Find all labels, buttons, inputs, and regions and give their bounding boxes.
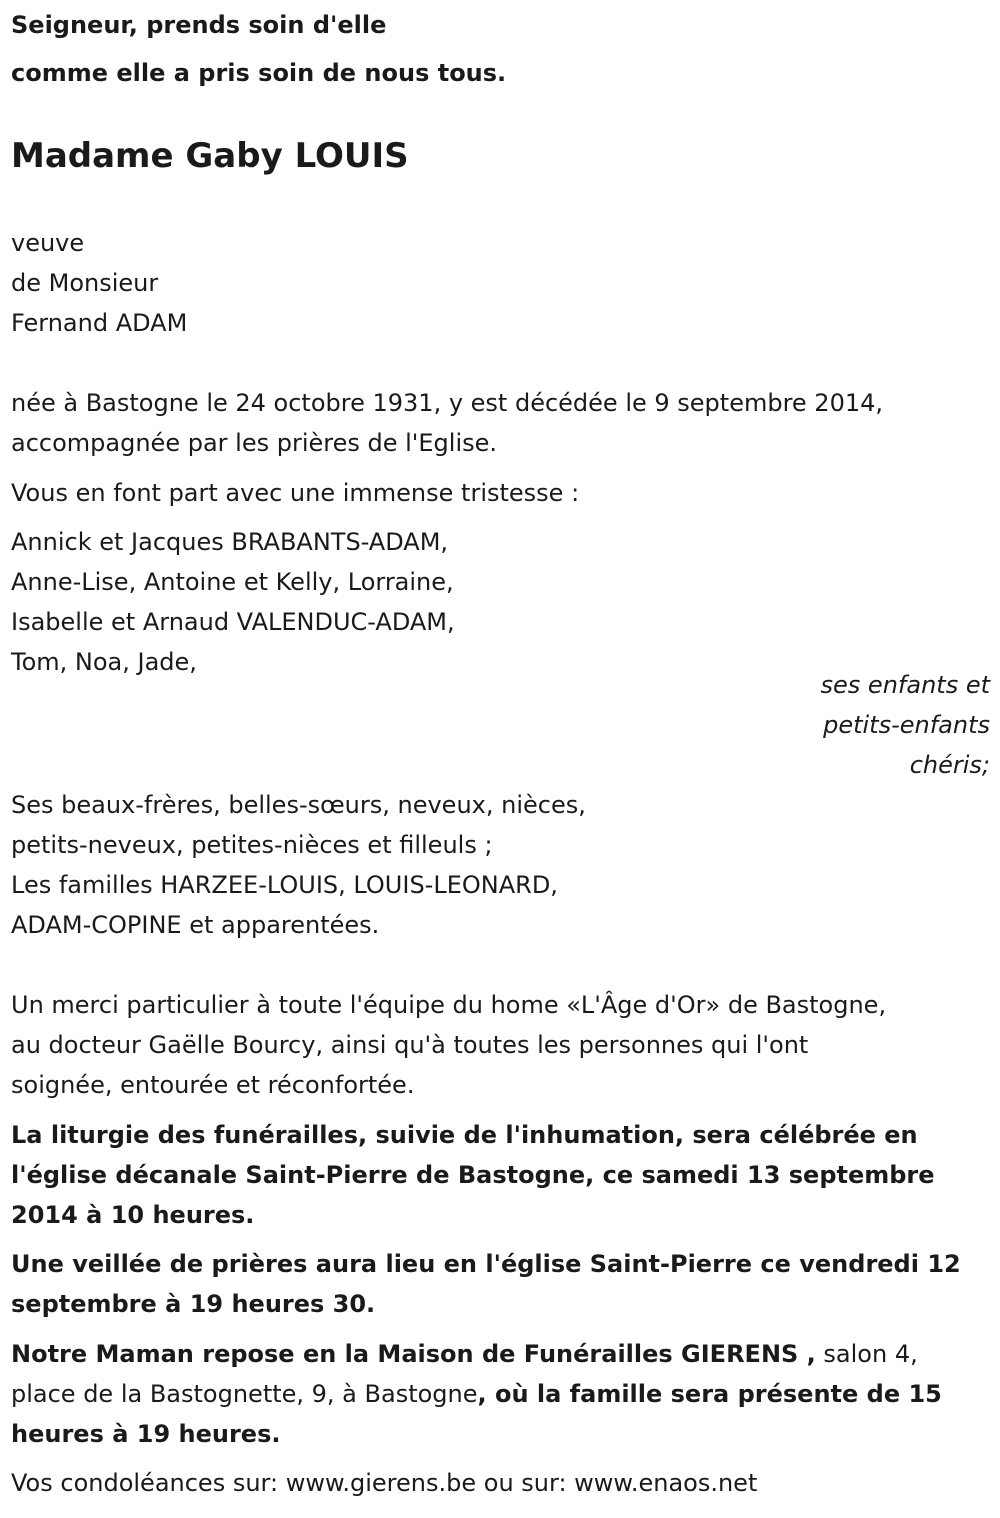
widow-line-1: veuve	[11, 229, 85, 257]
condolences-line: Vos condoléances sur: www.gierens.be ou sur: www.enaos.net	[11, 1469, 758, 1497]
epitaph-line-1: Seigneur, prends soin d'elle	[11, 11, 387, 39]
funeral-line-3: 2014 à 10 heures.	[11, 1201, 255, 1229]
thanks-line-3: soignée, entourée et réconfortée.	[11, 1071, 415, 1099]
birth-death-line-1: née à Bastogne le 24 octobre 1931, y est décédée le 9 septembre 2014,	[11, 389, 884, 417]
family-line-1: Annick et Jacques BRABANTS-ADAM,	[11, 528, 449, 556]
funeral-line-1: La liturgie des funérailles, suivie de l'inhumation, sera célébrée en	[11, 1121, 918, 1149]
family-role-line-3: chéris;	[909, 751, 990, 779]
thanks-line-2: au docteur Gaëlle Bourcy, ainsi qu'à toutes les personnes qui l'ont	[11, 1031, 809, 1059]
birth-death-line-2: accompagnée par les prières de l'Eglise.	[11, 429, 498, 457]
repose-line-2-normal: place de la Bastognette, 9, à Bastogne	[11, 1380, 478, 1408]
repose-line-2	[11, 1379, 942, 1409]
repose-line-1-normal: salon 4,	[815, 1340, 918, 1368]
funeral-line-2: l'église décanale Saint-Pierre de Bastogne, ce samedi 13 septembre	[11, 1161, 935, 1189]
repose-line-1	[11, 1339, 918, 1369]
vigil-line-1: Une veillée de prières aura lieu en l'église Saint-Pierre ce vendredi 12	[11, 1250, 961, 1278]
relatives-line-4: ADAM-COPINE et apparentées.	[11, 911, 380, 939]
relatives-line-3: Les familles HARZEE-LOUIS, LOUIS-LEONARD,	[11, 871, 558, 899]
family-line-4: Tom, Noa, Jade,	[11, 648, 197, 676]
widow-line-3: Fernand ADAM	[11, 309, 188, 337]
family-line-2: Anne-Lise, Antoine et Kelly, Lorraine,	[11, 568, 454, 596]
family-line-3: Isabelle et Arnaud VALENDUC-ADAM,	[11, 608, 455, 636]
announcement: Vous en font part avec une immense tristesse :	[11, 479, 580, 507]
deceased-name: Madame Gaby LOUIS	[11, 136, 409, 176]
repose-line-1-bold: Notre Maman repose en la Maison de Funérailles GIERENS ,	[11, 1340, 816, 1368]
epitaph-line-2: comme elle a pris soin de nous tous.	[11, 59, 507, 87]
relatives-line-1: Ses beaux-frères, belles-sœurs, neveux, nièces,	[11, 791, 586, 819]
thanks-line-1: Un merci particulier à toute l'équipe du home «L'Âge d'Or» de Bastogne,	[11, 991, 887, 1019]
repose-line-2-bold: , où la famille sera présente de 15	[477, 1380, 942, 1408]
vigil-line-2: septembre à 19 heures 30.	[11, 1290, 376, 1318]
relatives-line-2: petits-neveux, petites-nièces et filleuls ;	[11, 831, 493, 859]
family-role-line-2: petits-enfants	[823, 711, 990, 739]
widow-line-2: de Monsieur	[11, 269, 159, 297]
family-role-line-1: ses enfants et	[820, 671, 990, 699]
repose-line-3: heures à 19 heures.	[11, 1420, 281, 1448]
